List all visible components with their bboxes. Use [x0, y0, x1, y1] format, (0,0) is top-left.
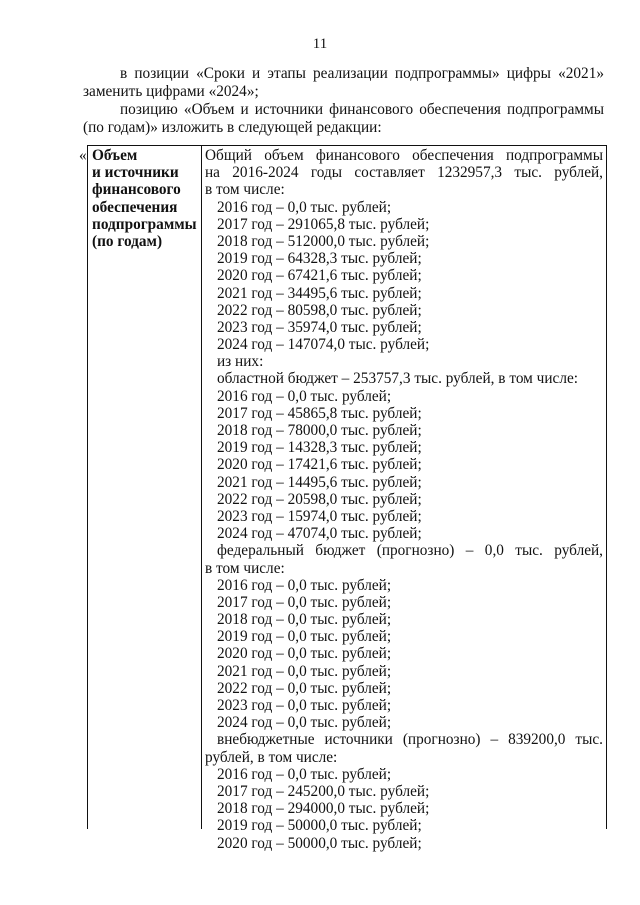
financing-line: 2023 год – 15974,0 тыс. рублей;	[217, 507, 422, 525]
intro-line-1: в позиции «Сроки и этапы реализации подпрограммы» цифры «2021»	[120, 65, 604, 82]
position-title	[92, 147, 200, 250]
financing-line: 2020 год – 0,0 тыс. рублей;	[217, 645, 392, 663]
financing-line: внебюджетные источники (прогнозно) – 839200,0 тыс.	[217, 731, 603, 749]
financing-line: 2020 год – 17421,6 тыс. рублей;	[217, 456, 422, 474]
financing-line: 2018 год – 294000,0 тыс. рублей;	[217, 800, 430, 818]
position-title-line: (по годам)	[92, 233, 163, 251]
financing-line: Общий объем финансового обеспечения подпрограммы	[205, 147, 603, 164]
financing-line: 2017 год – 45865,8 тыс. рублей;	[217, 404, 422, 422]
financing-line: 2024 год – 0,0 тыс. рублей;	[217, 714, 392, 732]
financing-line: 2022 год – 80598,0 тыс. рублей;	[217, 301, 422, 319]
financing-line: 2019 год – 0,0 тыс. рублей;	[217, 628, 392, 646]
financing-line: 2017 год – 291065,8 тыс. рублей;	[217, 215, 430, 233]
financing-details	[205, 147, 603, 852]
page-number: 11	[312, 36, 328, 52]
financing-line: 2018 год – 512000,0 тыс. рублей;	[217, 232, 430, 250]
financing-line: 2020 год – 50000,0 тыс. рублей;	[217, 834, 422, 852]
intro-line-4: (по годам)» изложить в следующей редакции:	[83, 119, 382, 136]
financing-table	[87, 145, 607, 852]
financing-line: 2019 год – 64328,3 тыс. рублей;	[217, 250, 422, 268]
financing-line: 2024 год – 147074,0 тыс. рублей;	[217, 336, 430, 354]
financing-line: 2021 год – 14495,6 тыс. рублей;	[217, 473, 422, 491]
financing-line: 2016 год – 0,0 тыс. рублей;	[217, 576, 392, 594]
financing-line: 2021 год – 34495,6 тыс. рублей;	[217, 284, 422, 302]
financing-line: 2019 год – 50000,0 тыс. рублей;	[217, 817, 422, 835]
financing-line: 2021 год – 0,0 тыс. рублей;	[217, 662, 392, 680]
position-title-line: обеспечения	[92, 198, 178, 216]
position-title-line: подпрограммы	[92, 215, 197, 233]
financing-line: 2020 год – 67421,6 тыс. рублей;	[217, 267, 422, 285]
financing-line: 2022 год – 0,0 тыс. рублей;	[217, 679, 392, 697]
financing-line: из них:	[217, 353, 264, 371]
opening-quote: «	[79, 147, 87, 164]
financing-line: 2023 год – 35974,0 тыс. рублей;	[217, 318, 422, 336]
financing-line: в том числе:	[205, 559, 285, 577]
financing-line: 2018 год – 0,0 тыс. рублей;	[217, 611, 392, 629]
intro-line-2: заменить цифрами «2024»;	[83, 83, 259, 100]
financing-line: на 2016-2024 годы составляет 1232957,3 тыс. рублей,	[205, 164, 603, 182]
position-title-line: и источники	[92, 164, 179, 182]
financing-line: 2016 год – 0,0 тыс. рублей;	[217, 387, 392, 405]
financing-line: 2016 год – 0,0 тыс. рублей;	[217, 765, 392, 783]
financing-line: 2023 год – 0,0 тыс. рублей;	[217, 697, 392, 714]
position-title-line: финансового	[92, 181, 181, 199]
financing-line: 2022 год – 20598,0 тыс. рублей;	[217, 490, 422, 508]
column-divider	[201, 146, 202, 829]
financing-line: 2019 год – 14328,3 тыс. рублей;	[217, 439, 422, 457]
financing-line: 2017 год – 245200,0 тыс. рублей;	[217, 782, 430, 800]
financing-line: 2016 год – 0,0 тыс. рублей;	[217, 198, 392, 216]
intro-line-3: позицию «Объем и источники финансового обеспечения подпрограммы	[120, 101, 604, 118]
financing-line: федеральный бюджет (прогнозно) – 0,0 тыс. рублей,	[217, 542, 603, 560]
financing-line: рублей, в том числе:	[205, 748, 338, 766]
financing-line: в том числе:	[205, 181, 285, 199]
position-title-line: Объем	[92, 147, 138, 164]
financing-line: 2017 год – 0,0 тыс. рублей;	[217, 593, 392, 611]
financing-line: 2018 год – 78000,0 тыс. рублей;	[217, 422, 422, 439]
financing-line: 2024 год – 47074,0 тыс. рублей;	[217, 525, 422, 543]
financing-line: областной бюджет – 253757,3 тыс. рублей, в том числе:	[217, 370, 579, 388]
